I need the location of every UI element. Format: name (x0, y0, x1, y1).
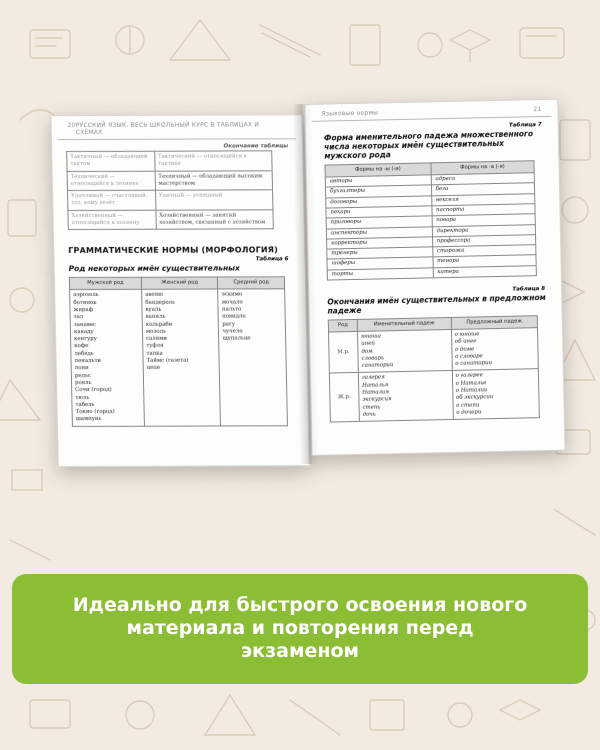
noun-entry: дом (361, 348, 373, 355)
case-table (328, 315, 540, 423)
table-cell: профессора (432, 234, 536, 246)
noun-entry: ваниль (145, 313, 166, 321)
noun-entry: Токио (город) (75, 408, 115, 416)
noun-entry: авеню (145, 292, 164, 299)
noun-entry: цеце (146, 365, 161, 372)
noun-entry: Наталия (362, 389, 390, 396)
noun-entry: галерея (361, 374, 385, 382)
noun-entry: рагу (222, 321, 236, 328)
table-cell: корректоры (327, 237, 433, 250)
table-cell: тенора (433, 255, 537, 267)
page-number: 20 (67, 122, 76, 130)
noun-entry: пони (74, 365, 89, 372)
right-page-header (311, 100, 551, 122)
table-cell: директора (432, 224, 536, 236)
nominative-cell (358, 329, 452, 372)
table-row (68, 210, 273, 230)
noun-entry: какаду (73, 328, 94, 335)
noun-entry: аэрозоль (73, 292, 99, 299)
noun-entry: дочь (362, 411, 376, 418)
table-cell: авторы (325, 175, 431, 188)
table-cell: Тактичный — обладающий тактом (67, 151, 155, 171)
noun-entry: о юноше (454, 331, 480, 338)
noun-entry: тапка (146, 350, 163, 357)
nominative-cell (358, 371, 453, 422)
noun-entry: ботинок (73, 299, 97, 306)
neuter-column (218, 289, 287, 426)
noun-entry: бандероль (145, 299, 176, 306)
gender-cell: Ж.р. (329, 373, 359, 422)
noun-entry: степь (362, 404, 381, 411)
table-cell: торты (327, 268, 433, 281)
noun-entry: эскимо (221, 291, 243, 298)
noun-entry: о Наталье (455, 380, 487, 387)
running-head: РУССКИЙ ЯЗЫК. ВЕСЬ ШКОЛЬНЫЙ КУРС В ТАБЛИЦАХ И СХЕМАХ (75, 121, 260, 137)
noun-entry: пенальти (74, 357, 102, 365)
noun-entry: занавес (73, 321, 97, 328)
table-cell: Технический — относящийся к технике (67, 171, 155, 191)
table-cell: векселя (431, 193, 535, 205)
page-number: 21 (533, 106, 542, 114)
table-title: Род некоторых имён существительных (68, 263, 240, 274)
noun-entry: рояль (74, 379, 92, 386)
noun-entry: жираф (73, 306, 93, 313)
noun-entry: лебедь (74, 350, 94, 357)
noun-entry: Сочи (город) (75, 387, 112, 394)
running-head: Языковые нормы (321, 109, 379, 118)
table-label: Таблица 7 (508, 122, 542, 129)
header-y-forms: Формы на -ы (-и) (325, 163, 431, 177)
table-cell: Удачный — успешный (155, 190, 273, 210)
noun-entry: табель (75, 401, 95, 408)
table-cell: шоферы (327, 257, 433, 270)
feminine-column (142, 289, 221, 426)
table-cell: паспорта (432, 204, 536, 216)
noun-entry: зал (73, 314, 84, 321)
noun-entry: рельс (74, 372, 91, 379)
noun-entry: экскурсия (362, 396, 392, 404)
table-cell: бега (431, 183, 535, 195)
noun-entry: тюль (75, 394, 90, 401)
continuation-caption: Окончание таблицы (223, 143, 289, 150)
noun-entry: об экскурсии (455, 394, 494, 402)
header-masculine: Мужской род (69, 278, 141, 290)
table-label: Таблица 6 (255, 256, 289, 263)
prepositional-cell (452, 369, 539, 420)
masculine-column (70, 290, 145, 427)
noun-entry: Наталья (362, 382, 389, 389)
header-gender: Род (328, 319, 357, 332)
noun-entry: о словаре (455, 353, 483, 360)
table-row (67, 190, 272, 210)
noun-entry: щупальце (222, 335, 251, 342)
table-title: Окончания имён существительных в предложном падеже (327, 292, 546, 316)
noun-entry: словарь (361, 355, 385, 362)
noun-entry: о Наталии (455, 387, 488, 394)
table-cell: Техничный — обладающий высоким мастерством (155, 170, 273, 190)
noun-entry: вуаль (145, 306, 162, 313)
header-neuter: Средний род (218, 277, 285, 289)
noun-entry: повидло (222, 313, 246, 320)
table-cell: повара (432, 214, 536, 226)
table-cell: бухгалтеры (325, 185, 431, 198)
noun-entry: мочало (221, 299, 243, 306)
table-cell: Тактический — относящийся к тактике (154, 151, 272, 171)
noun-entry: о санатории (455, 360, 493, 368)
noun-entry: санаторий (361, 362, 394, 370)
noun-entry: салями (146, 335, 168, 342)
header-prepositional: Предложный падеж (451, 316, 538, 330)
table-row (67, 151, 272, 171)
noun-entry: шампунь (75, 416, 102, 423)
noun-entry: кольраби (145, 321, 173, 328)
table-row (329, 328, 539, 374)
gender-cell: М.р. (329, 331, 359, 373)
table-cell: пекари (326, 206, 432, 219)
left-page-header (57, 115, 296, 140)
open-workbook (42, 99, 569, 470)
noun-entry: юноша (361, 333, 382, 340)
header-feminine: Женский род (141, 277, 218, 289)
table-label: Таблица 8 (512, 285, 546, 293)
paronyms-table (66, 150, 274, 230)
gender-table (69, 277, 288, 427)
table-cell: договоры (326, 195, 432, 208)
banner-line-1: Идеально для быстрого освоения нового (72, 594, 528, 616)
noun-entry: иней (361, 340, 376, 348)
noun-entry: Таймс (газета) (146, 357, 189, 364)
table-row (67, 170, 272, 190)
promo-banner (12, 574, 588, 684)
section-title: ГРАММАТИЧЕСКИЕ НОРМЫ (МОРФОЛОГИЯ) (68, 245, 279, 256)
table-cell: приговоры (326, 216, 432, 229)
noun-entry: пальто (221, 306, 242, 313)
table-cell: инспекторы (326, 226, 432, 239)
table-title: Форма именительного падежа множественного числа некоторых имён существительных мужского рода (323, 129, 534, 161)
plural-table (325, 160, 537, 280)
noun-entry: кенгуру (74, 336, 97, 343)
header-nominative: Именительный падеж (357, 317, 451, 331)
left-page (50, 114, 309, 467)
noun-entry: туфля (146, 343, 164, 350)
table-row (329, 369, 539, 422)
right-page (304, 99, 565, 456)
table-cell: Удачливый — счастливый, тот, кому везёт (67, 190, 155, 210)
noun-entry: о дочери (456, 409, 482, 416)
noun-entry: кофе (74, 343, 89, 350)
table-cell: Хозяйственный — относящийся к хозяину (68, 210, 156, 230)
header-a-forms: Формы на -а (-я) (431, 161, 535, 175)
noun-entry: чучело (222, 328, 243, 335)
noun-entry: о степи (456, 402, 480, 409)
table-cell: сторожа (432, 245, 536, 257)
noun-entry: мозоль (145, 328, 167, 335)
noun-entry: о доме (454, 346, 475, 353)
noun-entry: о галерее (455, 372, 483, 380)
banner-text (12, 594, 588, 662)
prepositional-cell (451, 328, 538, 371)
noun-entry: об инее (454, 338, 477, 346)
table-cell: катера (433, 265, 537, 277)
banner-line-2: материала и повторения перед (126, 616, 474, 639)
table-cell: адреса (431, 173, 535, 185)
table-cell: Хозяйственный — занятый хозяйством, связанный с хозяйством (156, 210, 274, 230)
table-cell: тренеры (327, 247, 433, 260)
banner-line-3: экзаменом (240, 639, 360, 662)
